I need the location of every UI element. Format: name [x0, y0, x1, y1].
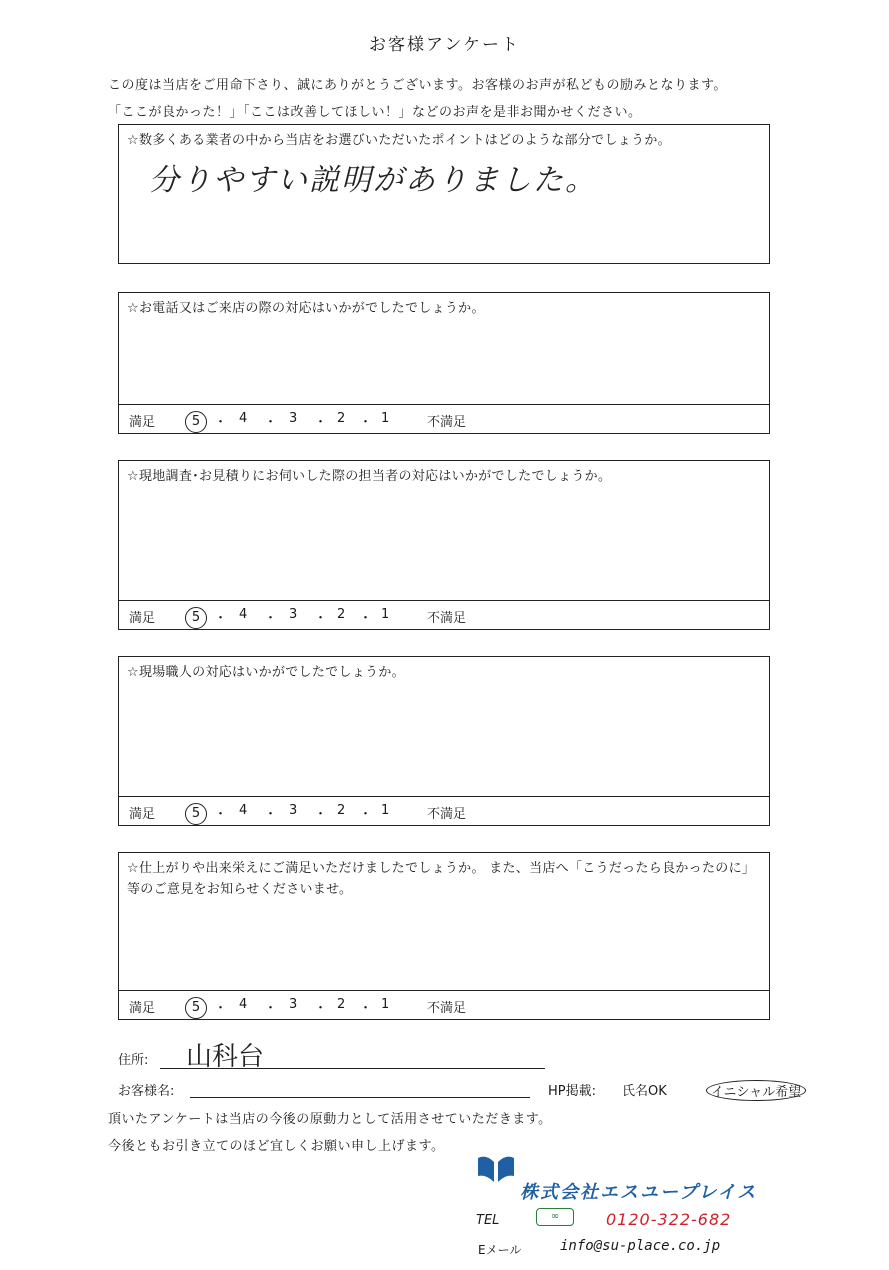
- rating-option-1[interactable]: 1: [381, 803, 390, 818]
- rating-option-4[interactable]: 4: [239, 997, 248, 1012]
- rating-separator: ・: [359, 807, 373, 822]
- rating-separator: ・: [214, 807, 228, 822]
- rating-row: [119, 600, 769, 629]
- rating-satisfied: 満足: [129, 415, 156, 430]
- company-logo-icon: [476, 1152, 516, 1192]
- rating-separator: ・: [214, 415, 228, 430]
- rating-separator: ・: [264, 415, 278, 430]
- rating-separator: ・: [214, 1001, 228, 1016]
- question-5-line-2: 等のご意見をお知らせくださいませ。: [127, 882, 353, 897]
- rating-option-2[interactable]: 2: [337, 411, 346, 426]
- rating-separator: ・: [359, 415, 373, 430]
- rating-option-1[interactable]: 1: [381, 607, 390, 622]
- page-title: お客様アンケート: [369, 35, 520, 55]
- question-5-line-1: ☆仕上がりや出来栄えにご満足いただけましたでしょうか。 また、当店へ「こうだったら良かったのに」: [127, 861, 756, 876]
- rating-row: [119, 796, 769, 825]
- email-label: Eメール: [478, 1243, 522, 1257]
- question-2-text: ☆お電話又はご来店の際の対応はいかがでしたでしょうか。: [127, 301, 485, 316]
- rating-separator: ・: [264, 1001, 278, 1016]
- rating-option-1[interactable]: 1: [381, 997, 390, 1012]
- address-value: 山科台: [186, 1042, 265, 1072]
- question-1-text: ☆数多くある業者の中から当店をお選びいただいたポイントはどのような部分でしょうか。: [127, 133, 671, 148]
- rating-separator: ・: [314, 1001, 328, 1016]
- rating-option-5-selected[interactable]: 5: [185, 803, 207, 825]
- intro-line-2: 「ここが良かった！」「ここは改善してほしい！」などのお声を是非お聞かせください。: [108, 105, 642, 120]
- rating-satisfied: 満足: [129, 611, 156, 626]
- rating-separator: ・: [314, 807, 328, 822]
- free-dial-icon: ∞: [536, 1208, 574, 1226]
- customer-name-label: お客様名:: [118, 1084, 175, 1099]
- rating-option-3[interactable]: 3: [289, 803, 298, 818]
- footer-line-2: 今後ともお引き立てのほど宜しくお願い申し上げます。: [108, 1139, 445, 1154]
- rating-option-2[interactable]: 2: [337, 607, 346, 622]
- rating-option-3[interactable]: 3: [289, 997, 298, 1012]
- rating-option-5-selected[interactable]: 5: [185, 997, 207, 1019]
- rating-separator: ・: [264, 807, 278, 822]
- question-5-text: [127, 858, 761, 900]
- email-address[interactable]: info@su-place.co.jp: [560, 1238, 721, 1254]
- question-4-box: [118, 656, 770, 826]
- company-name: 株式会社エスユープレイス: [520, 1182, 758, 1203]
- rating-option-3[interactable]: 3: [289, 607, 298, 622]
- rating-option-5-selected[interactable]: 5: [185, 411, 207, 433]
- rating-option-2[interactable]: 2: [337, 803, 346, 818]
- rating-option-1[interactable]: 1: [381, 411, 390, 426]
- hp-option-name-ok[interactable]: 氏名OK: [622, 1084, 667, 1099]
- rating-option-5-selected[interactable]: 5: [185, 607, 207, 629]
- rating-separator: ・: [314, 611, 328, 626]
- address-underline: [160, 1068, 545, 1069]
- rating-satisfied: 満足: [129, 807, 156, 822]
- rating-row: [119, 990, 769, 1019]
- rating-option-4[interactable]: 4: [239, 803, 248, 818]
- question-1-answer: 分りやすい説明がありました。: [149, 163, 597, 198]
- rating-option-4[interactable]: 4: [239, 411, 248, 426]
- rating-row: [119, 404, 769, 433]
- intro-line-1: この度は当店をご用命下さり、誠にありがとうございます。お客様のお声が私どもの励みとなります。: [108, 78, 727, 93]
- rating-dissatisfied: 不満足: [427, 1001, 467, 1016]
- tel-number[interactable]: 0120-322-682: [606, 1210, 732, 1229]
- question-5-box: [118, 852, 770, 1020]
- rating-satisfied: 満足: [129, 1001, 156, 1016]
- rating-dissatisfied: 不満足: [427, 611, 467, 626]
- tel-label: TEL: [476, 1213, 500, 1228]
- customer-name-underline: [190, 1097, 530, 1098]
- rating-option-4[interactable]: 4: [239, 607, 248, 622]
- footer-line-1: 頂いたアンケートは当店の今後の原動力として活用させていただきます。: [108, 1112, 552, 1127]
- rating-option-2[interactable]: 2: [337, 997, 346, 1012]
- address-label: 住所:: [118, 1053, 149, 1068]
- question-3-text: ☆現地調査･お見積りにお伺いした際の担当者の対応はいかがでしたでしょうか。: [127, 469, 612, 484]
- hp-option-initials-selected[interactable]: イニシャル希望: [706, 1080, 806, 1101]
- rating-separator: ・: [359, 611, 373, 626]
- rating-dissatisfied: 不満足: [427, 415, 467, 430]
- question-2-box: [118, 292, 770, 434]
- question-3-box: [118, 460, 770, 630]
- rating-option-3[interactable]: 3: [289, 411, 298, 426]
- rating-separator: ・: [359, 1001, 373, 1016]
- question-4-text: ☆現場職人の対応はいかがでしたでしょうか。: [127, 665, 405, 680]
- question-1-box: [118, 124, 770, 264]
- rating-separator: ・: [314, 415, 328, 430]
- hp-label: HP掲載:: [548, 1084, 596, 1099]
- rating-separator: ・: [264, 611, 278, 626]
- rating-separator: ・: [214, 611, 228, 626]
- rating-dissatisfied: 不満足: [427, 807, 467, 822]
